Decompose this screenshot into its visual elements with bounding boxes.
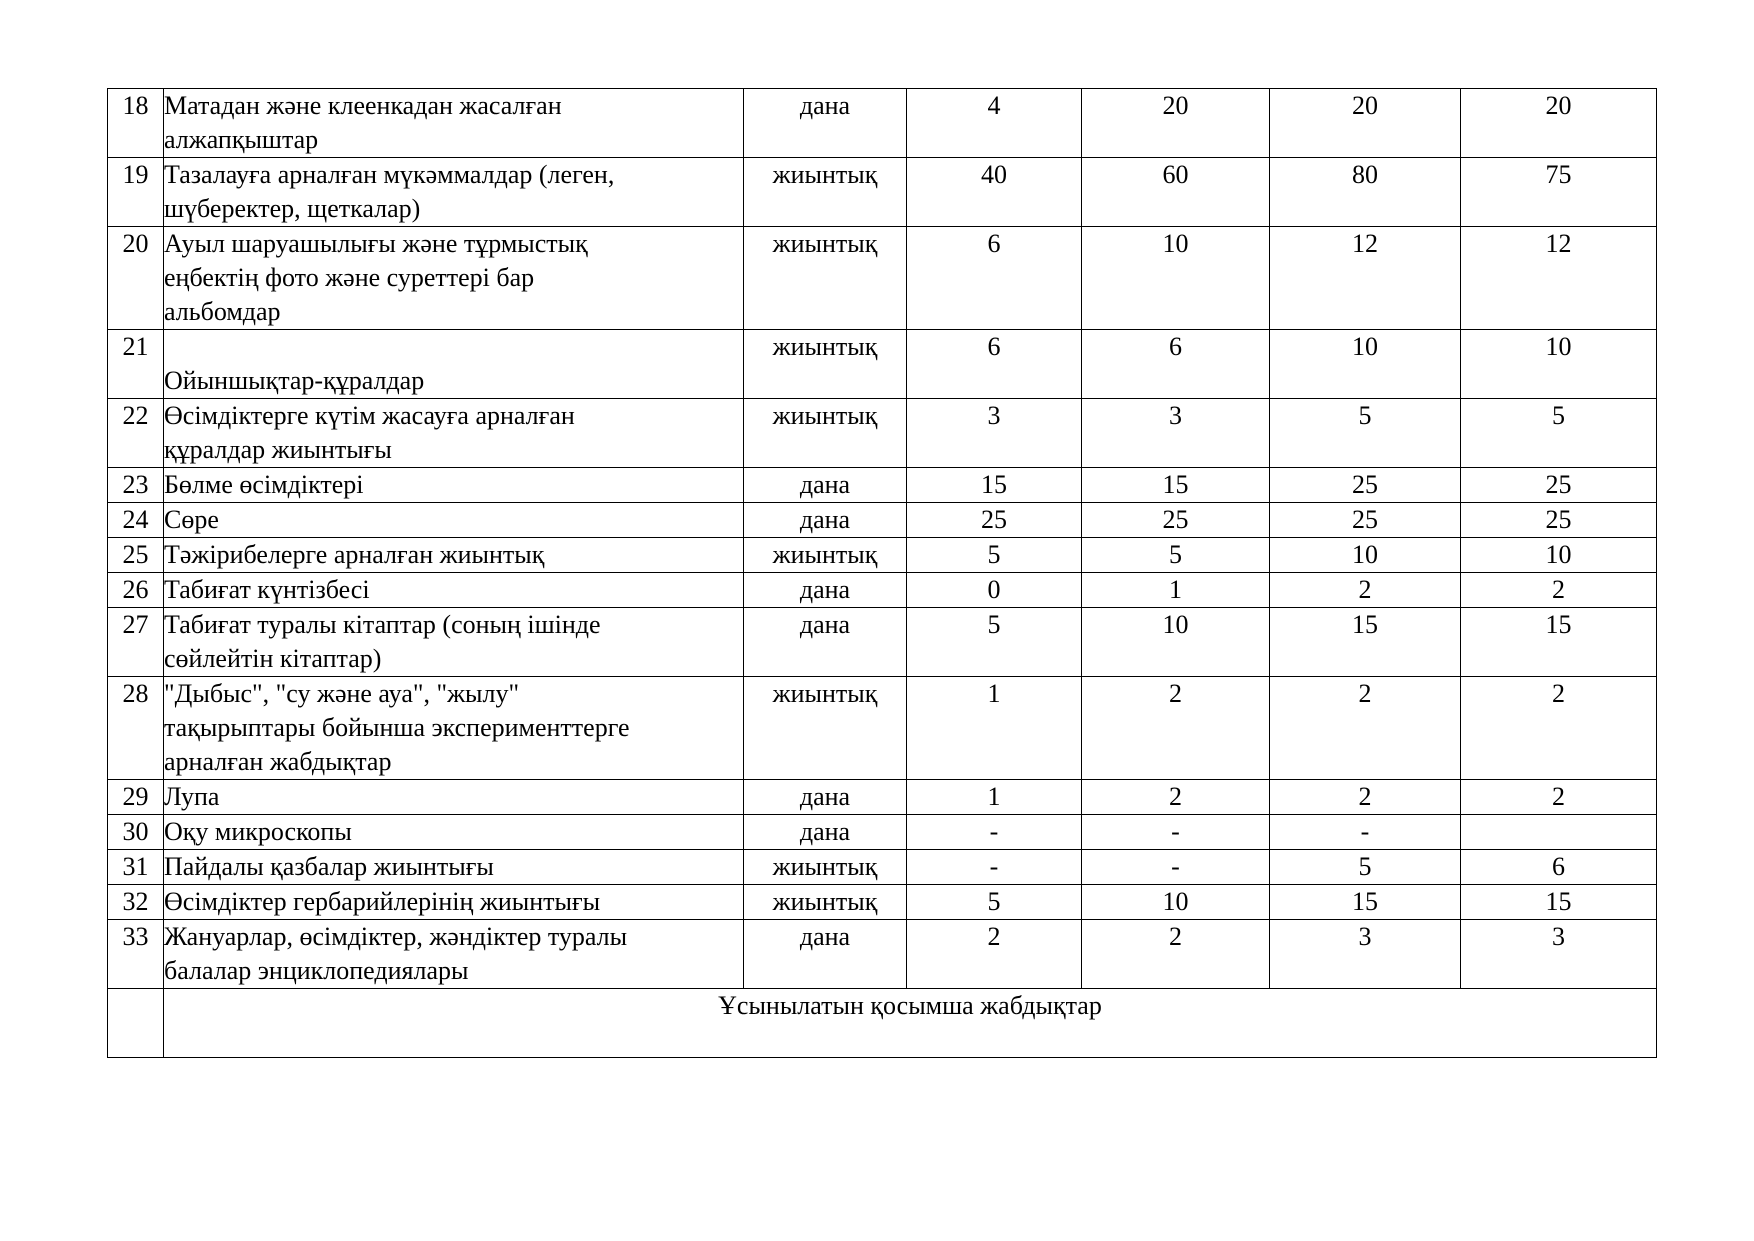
item-unit: дана [744,920,907,989]
quantity-cell: 5 [1461,399,1657,468]
item-name [164,677,744,780]
quantity-cell: 15 [1082,468,1270,503]
table-row [108,815,1657,850]
item-name-line: Өсімдіктерге күтім жасауға арналған [164,401,575,430]
item-unit: жиынтық [744,677,907,780]
quantity-cell: 12 [1270,227,1461,330]
item-name [164,920,744,989]
quantity-cell: 2 [1082,677,1270,780]
quantity-cell: 2 [1270,780,1461,815]
quantity-cell: 2 [1461,677,1657,780]
item-name-line [164,330,743,364]
quantity-cell: 3 [1461,920,1657,989]
item-name-line: Пайдалы қазбалар жиынтығы [164,852,494,881]
item-name [164,503,744,538]
item-unit: дана [744,89,907,158]
quantity-cell: 2 [1461,573,1657,608]
table-row [108,850,1657,885]
quantity-cell: 5 [907,885,1082,920]
item-name-line: "Дыбыс", "су және ауа", "жылу" [164,679,520,708]
item-name-line: Тазалауға арналған мүкәммалдар (леген, [164,160,615,189]
section-heading-row [108,989,1657,1058]
quantity-cell: 2 [1270,573,1461,608]
quantity-cell: 80 [1270,158,1461,227]
equipment-table [107,88,1657,1058]
item-name [164,158,744,227]
item-unit: дана [744,608,907,677]
quantity-cell: 25 [1461,503,1657,538]
quantity-cell: - [1082,850,1270,885]
table-row [108,227,1657,330]
item-name-line: Ойыншықтар-құралдар [164,366,425,395]
item-name-line: Өсімдіктер гербарийлерінің жиынтығы [164,887,601,916]
row-number: 32 [108,885,164,920]
table-row [108,573,1657,608]
item-name-line: балалар энциклопедиялары [164,956,469,985]
item-name-line: Жануарлар, өсімдіктер, жәндіктер туралы [164,922,628,951]
quantity-cell: 10 [1082,227,1270,330]
quantity-cell: 10 [1461,330,1657,399]
item-name [164,608,744,677]
quantity-cell: 20 [1461,89,1657,158]
table-row [108,89,1657,158]
item-name-line: Табиғат туралы кітаптар (соның ішінде [164,610,601,639]
item-unit: жиынтық [744,850,907,885]
quantity-cell: 5 [1270,850,1461,885]
quantity-cell: 5 [1270,399,1461,468]
row-number: 27 [108,608,164,677]
row-number: 19 [108,158,164,227]
table-row [108,158,1657,227]
row-number: 20 [108,227,164,330]
quantity-cell: 15 [1461,608,1657,677]
quantity-cell: 2 [907,920,1082,989]
item-name [164,227,744,330]
item-name [164,330,744,399]
quantity-cell: 5 [907,538,1082,573]
item-name [164,850,744,885]
quantity-cell: 6 [907,227,1082,330]
quantity-cell: - [907,815,1082,850]
item-name [164,815,744,850]
item-unit: жиынтық [744,538,907,573]
item-name-line: құралдар жиынтығы [164,435,392,464]
table-row [108,468,1657,503]
item-name [164,885,744,920]
item-unit: жиынтық [744,227,907,330]
item-unit: жиынтық [744,399,907,468]
quantity-cell: 3 [907,399,1082,468]
item-name [164,399,744,468]
row-number: 18 [108,89,164,158]
quantity-cell: 2 [1270,677,1461,780]
item-name [164,468,744,503]
quantity-cell: 12 [1461,227,1657,330]
item-name-line: Оқу микроскопы [164,817,352,846]
table-row [108,608,1657,677]
item-name-line: Сөре [164,505,219,534]
item-name [164,573,744,608]
item-name-line: альбомдар [164,297,281,326]
quantity-cell: 25 [1270,468,1461,503]
table-row [108,399,1657,468]
item-unit: дана [744,468,907,503]
item-name-line: алжапқыштар [164,125,319,154]
row-number: 25 [108,538,164,573]
quantity-cell: 25 [1082,503,1270,538]
row-number: 31 [108,850,164,885]
table-row [108,780,1657,815]
quantity-cell: 15 [1270,885,1461,920]
quantity-cell: 20 [1270,89,1461,158]
quantity-cell: 1 [1082,573,1270,608]
quantity-cell: 15 [907,468,1082,503]
quantity-cell: 10 [1461,538,1657,573]
quantity-cell: 20 [1082,89,1270,158]
quantity-cell: 10 [1082,885,1270,920]
item-name-line: еңбектің фото және суреттері бар [164,263,535,292]
table-row [108,538,1657,573]
row-number: 24 [108,503,164,538]
item-unit: жиынтық [744,158,907,227]
item-name-line: Матадан және клеенкадан жасалған [164,91,562,120]
quantity-cell: - [907,850,1082,885]
quantity-cell: 2 [1461,780,1657,815]
section-heading-number [108,989,164,1058]
quantity-cell: 60 [1082,158,1270,227]
quantity-cell [1461,815,1657,850]
quantity-cell: 6 [1082,330,1270,399]
quantity-cell: 40 [907,158,1082,227]
quantity-cell: 3 [1082,399,1270,468]
quantity-cell: 3 [1270,920,1461,989]
quantity-cell: 5 [907,608,1082,677]
quantity-cell: 2 [1082,780,1270,815]
item-unit: жиынтық [744,885,907,920]
quantity-cell: - [1270,815,1461,850]
item-name-line: шүберектер, щеткалар) [164,194,421,223]
item-name-line: сөйлейтін кітаптар) [164,644,382,673]
quantity-cell: 75 [1461,158,1657,227]
row-number: 21 [108,330,164,399]
item-name-line: Лупа [164,782,220,811]
item-unit: жиынтық [744,330,907,399]
row-number: 22 [108,399,164,468]
item-name [164,780,744,815]
section-heading: Ұсынылатын қосымша жабдықтар [164,989,1657,1058]
row-number: 23 [108,468,164,503]
quantity-cell: 6 [1461,850,1657,885]
item-name-line: Бөлме өсімдіктері [164,470,364,499]
row-number: 29 [108,780,164,815]
item-name-line: арналған жабдықтар [164,747,392,776]
quantity-cell: 4 [907,89,1082,158]
quantity-cell: 25 [1461,468,1657,503]
quantity-cell: 15 [1270,608,1461,677]
item-name [164,538,744,573]
quantity-cell: 2 [1082,920,1270,989]
item-name-line: Тәжірибелерге арналған жиынтық [164,540,545,569]
table-row [108,330,1657,399]
item-name-line: тақырыптары бойынша эксперименттерге [164,713,630,742]
quantity-cell: 25 [1270,503,1461,538]
item-name-line: Табиғат күнтізбесі [164,575,370,604]
row-number: 26 [108,573,164,608]
table-row [108,920,1657,989]
row-number: 33 [108,920,164,989]
quantity-cell: 1 [907,780,1082,815]
table-row [108,885,1657,920]
quantity-cell: 6 [907,330,1082,399]
item-unit: дана [744,573,907,608]
quantity-cell: 25 [907,503,1082,538]
row-number: 30 [108,815,164,850]
quantity-cell: 10 [1270,538,1461,573]
item-name [164,89,744,158]
item-unit: дана [744,780,907,815]
quantity-cell: 10 [1270,330,1461,399]
item-name-line: Ауыл шаруашылығы және тұрмыстық [164,229,588,258]
quantity-cell: 1 [907,677,1082,780]
quantity-cell: 10 [1082,608,1270,677]
table-row [108,503,1657,538]
item-unit: дана [744,503,907,538]
table-body [108,89,1657,1058]
quantity-cell: 15 [1461,885,1657,920]
quantity-cell: 5 [1082,538,1270,573]
quantity-cell: - [1082,815,1270,850]
quantity-cell: 0 [907,573,1082,608]
row-number: 28 [108,677,164,780]
item-unit: дана [744,815,907,850]
table-row [108,677,1657,780]
